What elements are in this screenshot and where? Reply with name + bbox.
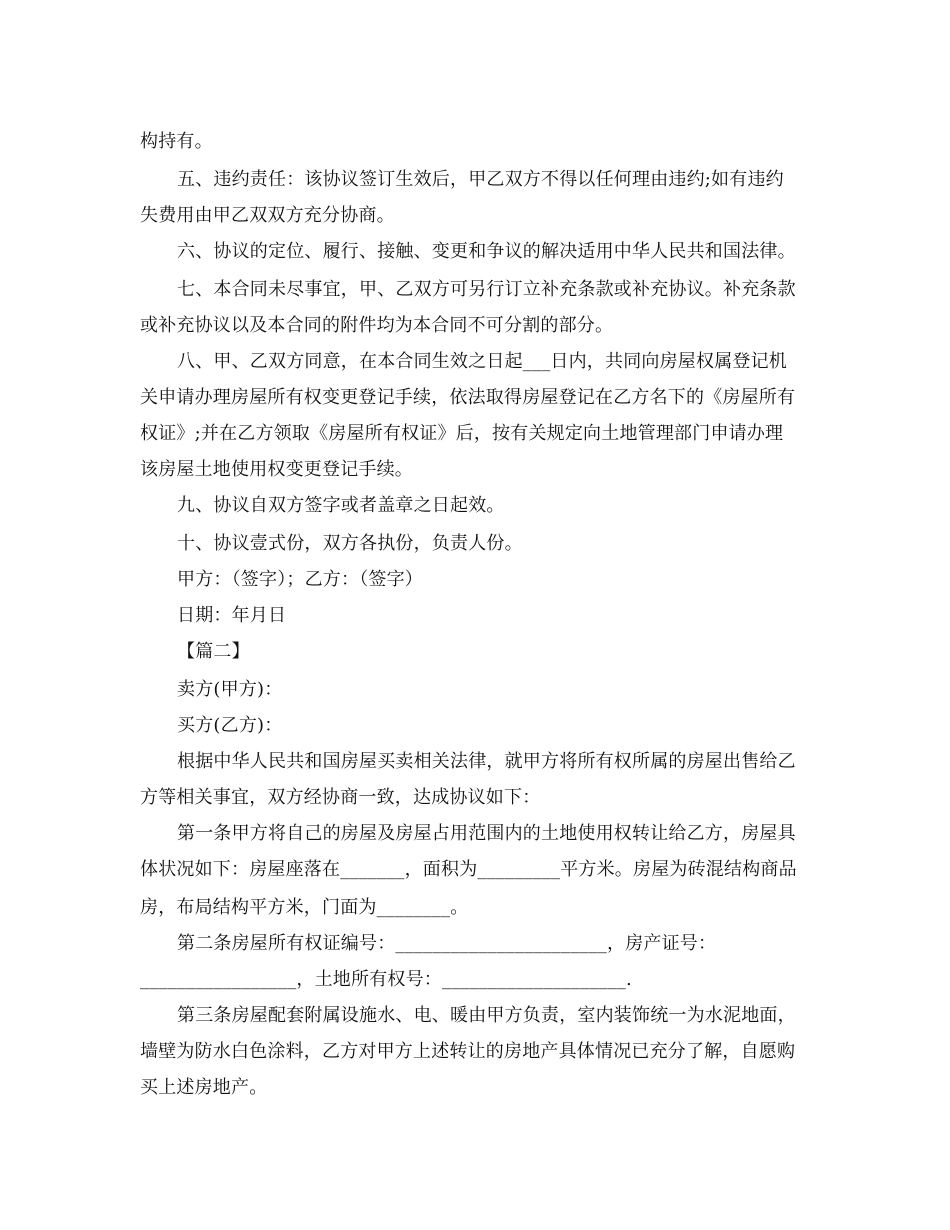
text-line: 六、协议的定位、履行、接触、变更和争议的解决适用中华人民共和国法律。 <box>177 241 796 262</box>
text-line: 或补充协议以及本合同的附件均为本合同不可分割的部分。 <box>140 315 614 336</box>
text-line: 买方(乙方)： <box>177 715 283 736</box>
text-line: 五、违约责任：该协议签订生效后，甲乙双方不得以任何理由违约;如有违约 <box>177 169 784 190</box>
signature-line: 甲方：（签字）；乙方：（签字） <box>177 569 423 590</box>
text-line: 该房屋土地使用权变更登记手续。 <box>140 459 413 480</box>
text-line: 九、协议自双方签字或者盖章之日起效。 <box>177 495 505 516</box>
text-line: 关申请办理房屋所有权变更登记手续，依法取得房屋登记在乙方名下的《房屋所有 <box>140 387 796 408</box>
section-heading: 【篇二】 <box>177 641 250 662</box>
text-line: 第三条房屋配套附属设施水、电、暖由甲方负责，室内装饰统一为水泥地面， <box>177 1005 796 1026</box>
text-line: 卖方(甲方)： <box>177 679 283 700</box>
text-line: 失费用由甲乙双双方充分协商。 <box>140 205 395 226</box>
text-line: 第一条甲方将自己的房屋及房屋占用范围内的土地使用权转让给乙方，房屋具 <box>177 823 796 844</box>
text-line: 买上述房地产。 <box>140 1077 268 1098</box>
text-line: 权证》;并在乙方领取《房屋所有权证》后，按有关规定向土地管理部门申请办理 <box>140 423 784 444</box>
text-line: 方等相关事宜，双方经协商一致，达成协议如下： <box>140 787 541 808</box>
text-line: _________________，土地所有权号：____________________. <box>140 969 632 990</box>
text-line: 十、协议壹式份，双方各执份，负责人份。 <box>177 533 523 554</box>
text-line: 房，布局结构平方米，门面为________。 <box>140 897 469 918</box>
text-line: 墙壁为防水白色涂料，乙方对甲方上述转让的房地产具体情况已充分了解，自愿购 <box>140 1041 796 1062</box>
text-line: 八、甲、乙双方同意，在本合同生效之日起___日内，共同向房屋权属登记机 <box>177 351 787 372</box>
text-line: 体状况如下：房屋座落在_______，面积为_________平方米。房屋为砖混结构商品 <box>140 859 797 880</box>
text-line: 七、本合同未尽事宜，甲、乙双方可另行订立补充条款或补充协议。补充条款 <box>177 279 796 300</box>
date-line: 日期：年月日 <box>177 605 287 626</box>
text-line: 第二条房屋所有权证编号：_______________________，房产证号： <box>177 933 717 954</box>
text-line: 构持有。 <box>140 131 213 152</box>
text-line: 根据中华人民共和国房屋买卖相关法律，就甲方将所有权所属的房屋出售给乙 <box>177 751 796 772</box>
